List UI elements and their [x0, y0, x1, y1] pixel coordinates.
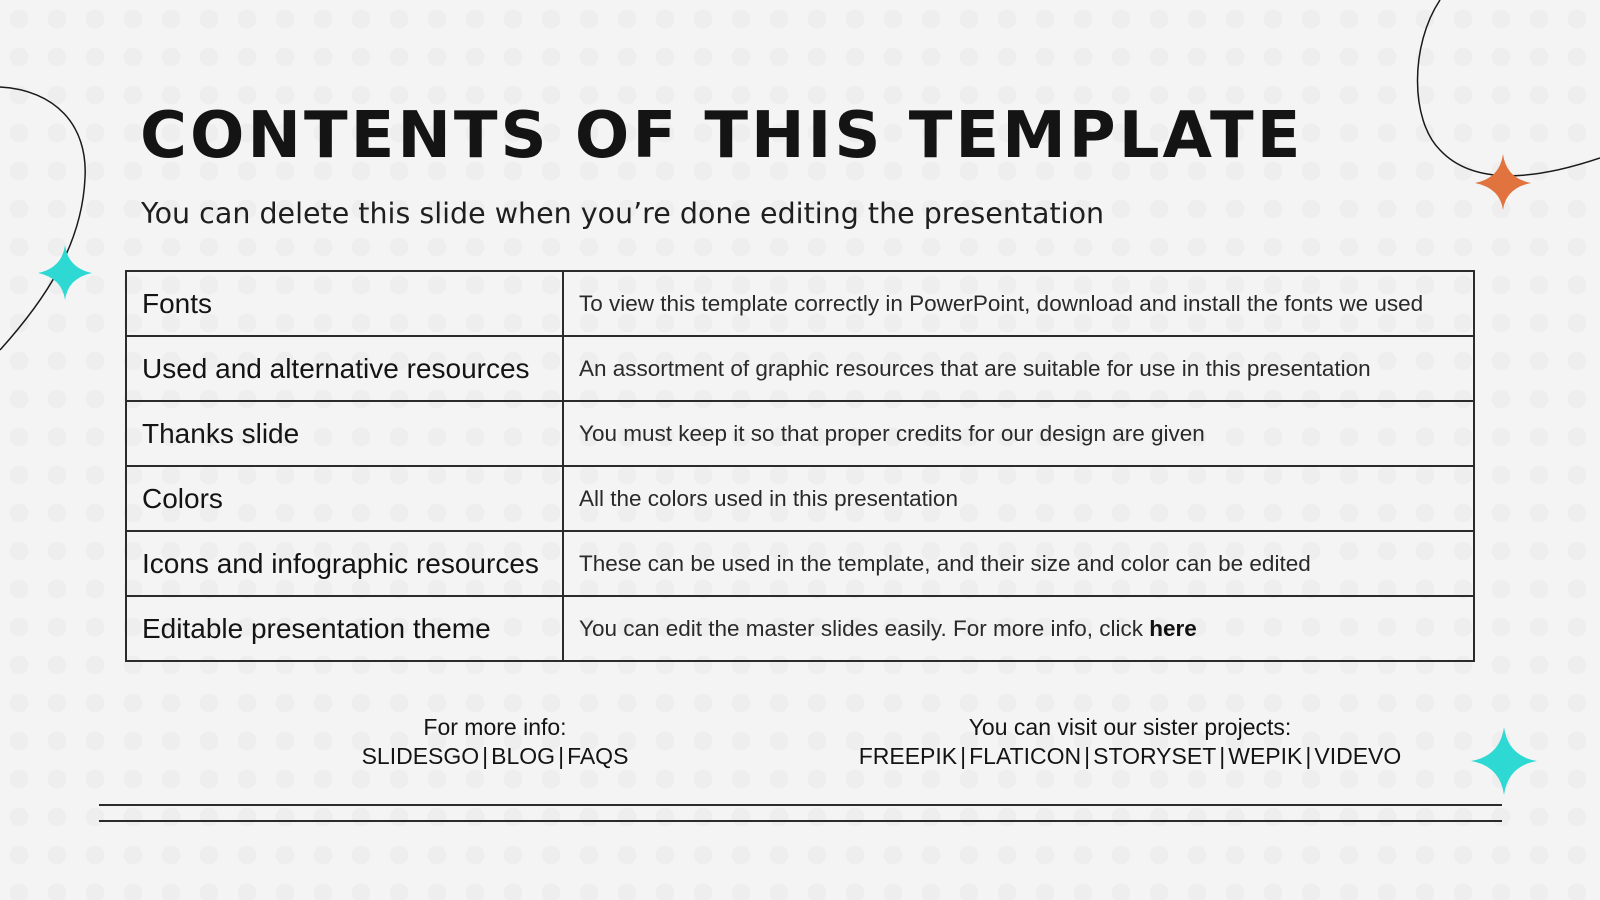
more-info-links	[300, 742, 690, 771]
resource-name: Icons and infographic resources	[126, 531, 563, 596]
link-separator: |	[1305, 743, 1312, 769]
resource-name: Fonts	[126, 271, 563, 336]
contents-table	[125, 270, 1475, 662]
resource-description: These can be used in the template, and their size and color can be edited	[563, 531, 1474, 596]
table-row	[126, 531, 1474, 596]
more-info-heading: For more info:	[423, 714, 567, 740]
sister-projects-heading: You can visit our sister projects:	[968, 714, 1292, 740]
footer-rule-top	[99, 804, 1502, 806]
flaticon-link[interactable]: FLATICON	[969, 743, 1082, 769]
table-row	[126, 401, 1474, 466]
table-row	[126, 596, 1474, 661]
teal-sparkle-icon	[1471, 727, 1537, 795]
resource-name: Colors	[126, 466, 563, 531]
blog-link[interactable]: BLOG	[491, 743, 556, 769]
sister-projects-links	[840, 742, 1420, 771]
resource-name: Editable presentation theme	[126, 596, 563, 661]
curve-line-right	[1418, 0, 1600, 176]
orange-sparkle-icon	[1475, 154, 1531, 210]
sister-projects-block	[840, 713, 1420, 771]
resource-description: You must keep it so that proper credits for our design are given	[563, 401, 1474, 466]
link-separator: |	[960, 743, 967, 769]
table-row	[126, 336, 1474, 401]
freepik-link[interactable]: FREEPIK	[858, 743, 958, 769]
resource-description-with-link	[563, 596, 1474, 661]
footer-rule-bottom	[99, 820, 1502, 822]
page-subtitle: You can delete this slide when you’re done editing the presentation	[141, 197, 1105, 230]
table-row	[126, 466, 1474, 531]
resource-description: To view this template correctly in PowerPoint, download and install the fonts we used	[563, 271, 1474, 336]
here-link[interactable]: here	[1149, 615, 1197, 641]
link-separator: |	[1084, 743, 1091, 769]
storyset-link[interactable]: STORYSET	[1093, 743, 1217, 769]
page-title: CONTENTS OF THIS TEMPLATE	[140, 99, 1304, 173]
curve-line-left	[0, 87, 85, 350]
link-separator: |	[1219, 743, 1226, 769]
slidesgo-link[interactable]: SLIDESGO	[361, 743, 480, 769]
faqs-link[interactable]: FAQS	[567, 743, 629, 769]
wepik-link[interactable]: WEPIK	[1228, 743, 1303, 769]
table-row	[126, 271, 1474, 336]
resource-description: An assortment of graphic resources that are suitable for use in this presentation	[563, 336, 1474, 401]
link-separator: |	[558, 743, 565, 769]
resource-name: Thanks slide	[126, 401, 563, 466]
more-info-block	[300, 713, 690, 771]
resource-description: You can edit the master slides easily. For more info, click	[579, 615, 1150, 641]
videvo-link[interactable]: VIDEVO	[1314, 743, 1402, 769]
resource-name: Used and alternative resources	[126, 336, 563, 401]
link-separator: |	[482, 743, 489, 769]
resource-description: All the colors used in this presentation	[563, 466, 1474, 531]
